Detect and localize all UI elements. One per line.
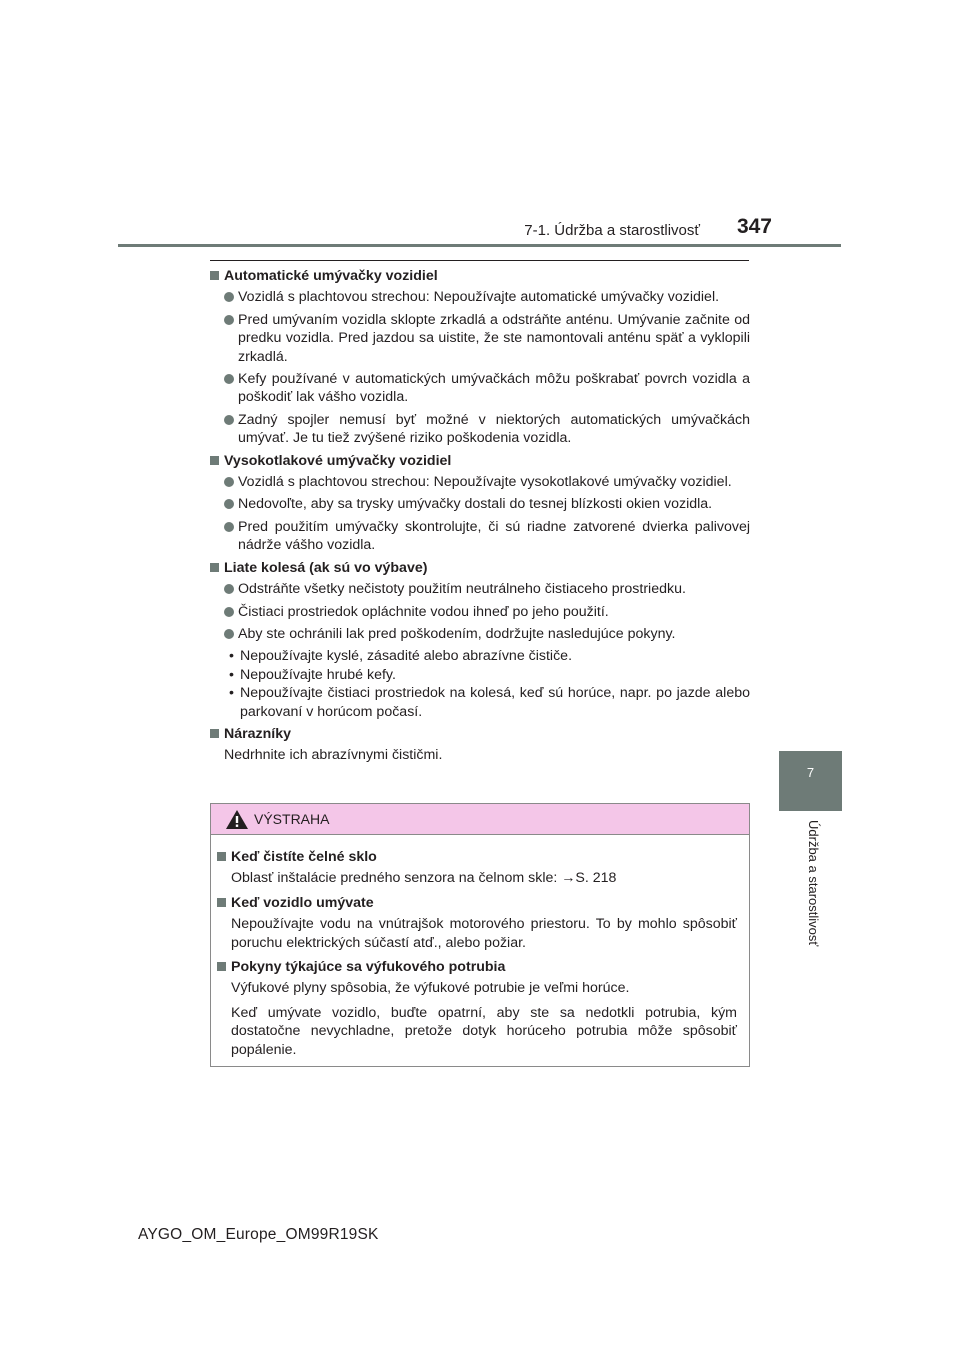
list-item: Čistiaci prostriedok opláchnite vodou ihneď po jeho použití. [210, 603, 750, 621]
page-number: 347 [736, 215, 772, 238]
section-title: Nárazníky [210, 725, 750, 743]
chapter-number: 7 [806, 765, 815, 780]
section-bumpers [210, 725, 750, 765]
section-alloy-wheels [210, 559, 750, 721]
section-text: Nedrhnite ich abrazívnymi čističmi. [224, 747, 443, 764]
list-item: Nedovoľte, aby sa trysky umývačky dostali do tesnej blízkosti okien vozidla. [210, 495, 750, 513]
sub-list-item: • Nepoužívajte čistiaci prostriedok na kolesá, keď sú horúce, napr. po jazde alebo parkovaní v horúcom počasí. [229, 685, 750, 720]
warning-block-text: Nepoužívajte vodu na vnútrajšok motorového priestoru. To by mohlo spôsobiť poruchu elektrických súčastí atď., alebo požiar. [231, 916, 737, 951]
list-item: Pred umývaním vozidla sklopte zrkadlá a odstráňte anténu. Umývanie začnite od predku vozidla. Pred jazdou sa uistite, že ste namontovali anténu späť a vyklopili zrkadlá. [210, 311, 750, 366]
list-item: Zadný spojler nemusí byť možné v niektorých automatických umývačkách umývať. Je tu tiež zvýšené riziko poškodenia vozidla. [210, 411, 750, 448]
warning-block-title: Pokyny týkajúce sa výfukového potrubia [217, 958, 737, 976]
chapter-side-title: Údržba a starostlivosť [806, 820, 821, 947]
section-car-wash [210, 267, 750, 448]
warning-body [211, 835, 749, 1059]
square-bullet-icon [210, 563, 219, 572]
list-item: Vozidlá s plachtovou strechou: Nepoužívajte vysokotlakové umývačky vozidiel. [210, 473, 750, 491]
circle-bullet-icon [224, 629, 234, 639]
warning-header [211, 804, 749, 835]
square-bullet-icon [217, 852, 226, 861]
circle-bullet-icon [224, 415, 234, 425]
section-title: Automatické umývačky vozidiel [210, 267, 750, 285]
warning-block-text: Keď umývate vozidlo, buďte opatrní, aby ste sa nedotkli potrubia, kým dostatočne nevychladne, pretože dotyk horúceho potrubia môže spôsobiť popálenie. [231, 1004, 737, 1058]
list-item: Kefy používané v automatických umývačkách môžu poškrabať povrch vozidla a poškodiť lak vášho vozidla. [210, 370, 750, 407]
warning-block-title: Keď čistíte čelné sklo [217, 848, 737, 866]
content-top-rule [210, 260, 749, 261]
list-item: Aby ste ochránili lak pred poškodením, dodržujte nasledujúce pokyny. [210, 625, 750, 643]
section-title: Liate kolesá (ak sú vo výbave) [210, 559, 750, 577]
circle-bullet-icon [224, 315, 234, 325]
sub-list-item: • Nepoužívajte hrubé kefy. [229, 666, 396, 683]
sub-list-item: • Nepoužívajte kyslé, zásadité alebo abrazívne čističe. [229, 648, 573, 665]
chapter-tab [779, 751, 842, 811]
warning-box [210, 803, 750, 1067]
square-bullet-icon [217, 898, 226, 907]
warning-block-title: Keď vozidlo umývate [217, 894, 737, 912]
circle-bullet-icon [224, 499, 234, 509]
section-high-pressure [210, 452, 750, 555]
warning-triangle-icon [226, 810, 248, 829]
list-item: Odstráňte všetky nečistoty použitím neutrálneho čistiaceho prostriedku. [210, 580, 750, 598]
circle-bullet-icon [224, 374, 234, 384]
circle-bullet-icon [224, 607, 234, 617]
circle-bullet-icon [224, 522, 234, 532]
small-bullet-icon: • [229, 648, 234, 665]
circle-bullet-icon [224, 292, 234, 302]
header-rule [118, 244, 841, 247]
warning-label: VÝSTRAHA [254, 811, 330, 827]
small-bullet-icon: • [229, 666, 234, 683]
warning-block-text: Výfukové plyny spôsobia, že výfukové potrubie je veľmi horúce. [231, 980, 630, 997]
square-bullet-icon [210, 271, 219, 280]
circle-bullet-icon [224, 477, 234, 487]
list-item: Vozidlá s plachtovou strechou: Nepoužívajte automatické umývačky vozidiel. [210, 288, 750, 306]
small-bullet-icon: • [229, 685, 234, 702]
square-bullet-icon [210, 729, 219, 738]
square-bullet-icon [210, 456, 219, 465]
main-content [210, 267, 750, 769]
footer-document-code: AYGO_OM_Europe_OM99R19SK [138, 1226, 379, 1243]
circle-bullet-icon [224, 584, 234, 594]
list-item: Pred použitím umývačky skontrolujte, či sú riadne zatvorené dvierka palivovej nádrže vášho vozidla. [210, 518, 750, 555]
square-bullet-icon [217, 962, 226, 971]
warning-block-text: Oblasť inštalácie predného senzora na čelnom skle: →S. 218 [231, 870, 617, 887]
section-title: Vysokotlakové umývačky vozidiel [210, 452, 750, 470]
header-section-title: 7-1. Údržba a starostlivosť [524, 222, 700, 239]
